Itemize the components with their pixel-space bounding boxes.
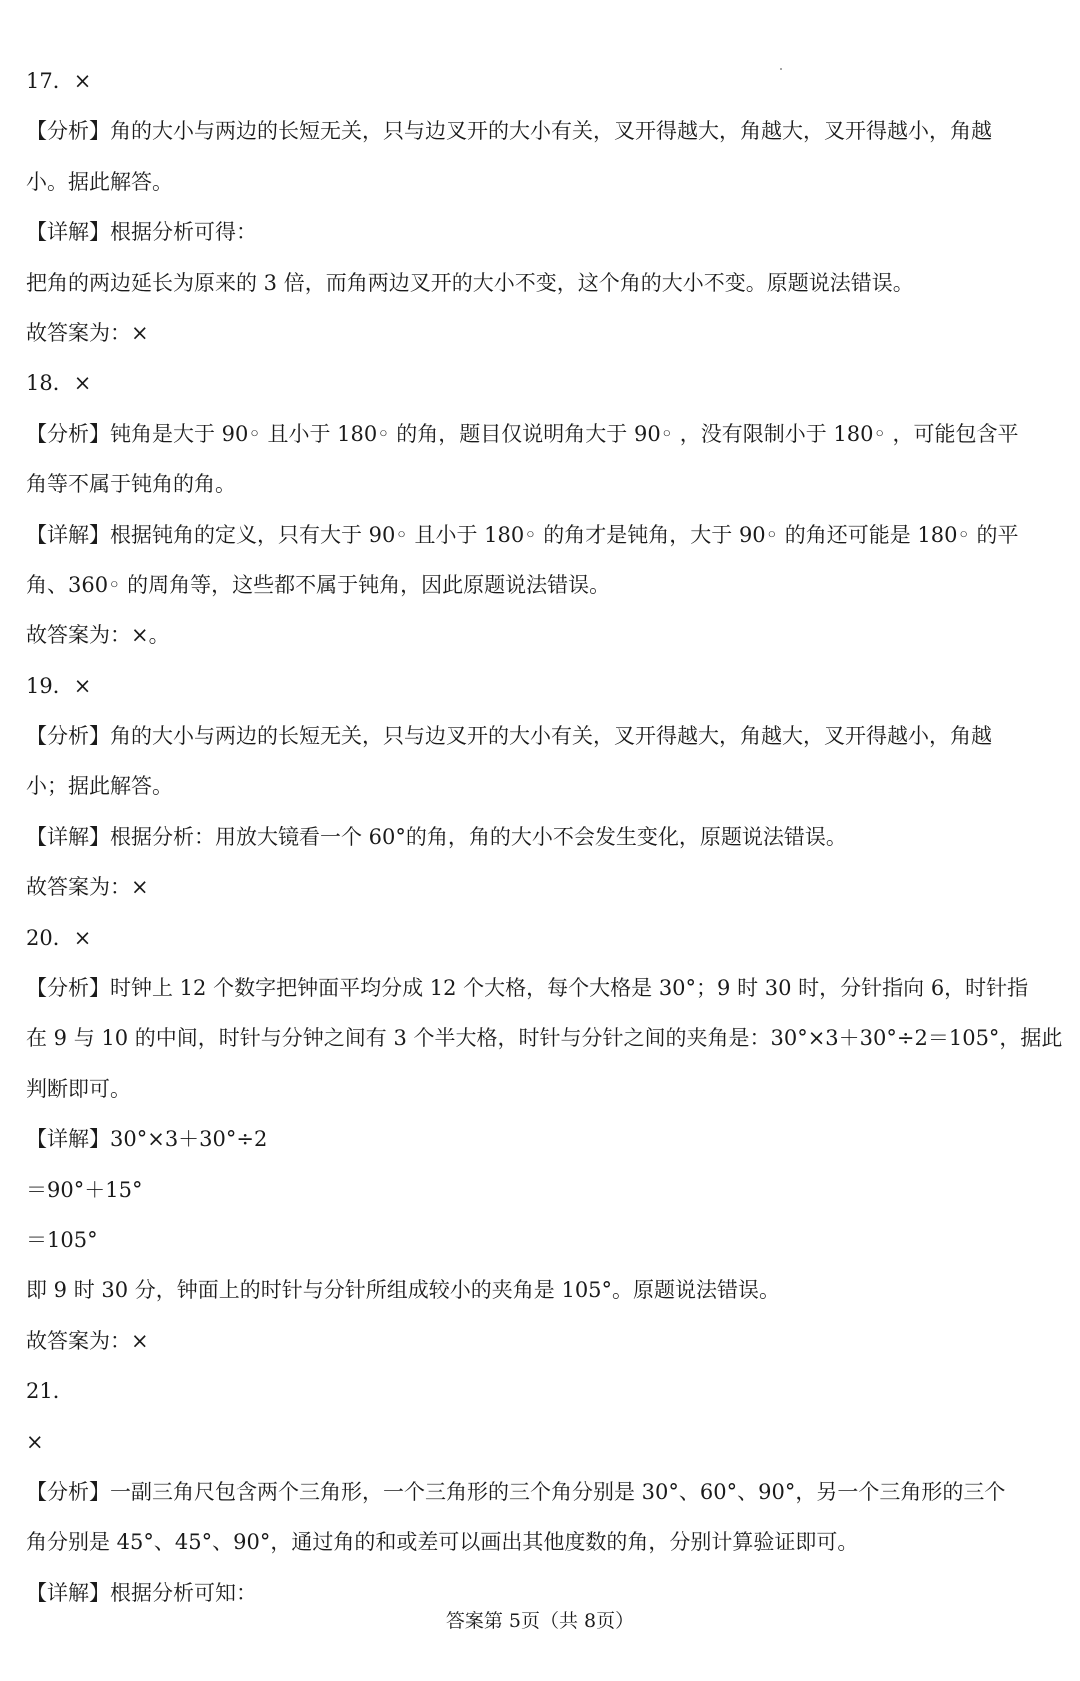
text-line: ＝105° [26, 1227, 98, 1252]
text-line: 【详解】根据分析：用放大镜看一个 60°的角，角的大小不会发生变化，原题说法错误。 [26, 824, 847, 849]
page-footer: 答案第 5页（共 8页） [445, 1610, 635, 1632]
text-line: 【详解】根据钝角的定义，只有大于 90◦ 且小于 180◦ 的角才是钝角，大于 90◦ 的角还可能是 180◦ 的平 [26, 522, 1019, 547]
text-line: 故答案为：× [26, 320, 149, 345]
text-line: 小；据此解答。 [26, 774, 173, 799]
text-line: 【分析】钝角是大于 90◦ 且小于 180◦ 的角，题目仅说明角大于 90◦ ，没有限制小于 180◦ ，可能包含平 [26, 421, 1019, 446]
text-line: 21． [26, 1379, 74, 1404]
text-line: 17．× [26, 69, 92, 93]
text-line: 20．× [26, 925, 92, 950]
text-line: 【详解】根据分析可知： [26, 1580, 257, 1605]
text-line: 【分析】角的大小与两边的长短无关，只与边叉开的大小有关，叉开得越大，角越大，叉开得越小，角越 [26, 119, 992, 144]
text-line: 判断即可。 [26, 1076, 131, 1101]
text-line: 【详解】根据分析可得： [26, 220, 257, 245]
text-line: ＝90°＋15° [26, 1177, 143, 1202]
text-line: 【详解】30°×3＋30°÷2 [26, 1127, 268, 1152]
text-line: 在 9 与 10 的中间，时针与分钟之间有 3 个半大格，时针与分针之间的夹角是：30°×3＋30°÷2＝105°，据此 [26, 1026, 1062, 1051]
answer-content [26, 56, 1062, 1618]
text-line: 角分别是 45°、45°、90°，通过角的和或差可以画出其他度数的角，分别计算验证即可。 [26, 1530, 859, 1555]
text-line: 18．× [26, 371, 92, 396]
text-line: 【分析】角的大小与两边的长短无关，只与边叉开的大小有关，叉开得越大，角越大，叉开得越小，角越 [26, 724, 992, 749]
text-line: 故答案为：× [26, 875, 149, 900]
text-line: 即 9 时 30 分，钟面上的时针与分针所组成较小的夹角是 105°。原题说法错误。 [26, 1278, 781, 1303]
text-line: × [26, 1429, 44, 1454]
text-line: 故答案为：× [26, 1328, 149, 1353]
text-line: 角、360◦ 的周角等，这些都不属于钝角，因此原题说法错误。 [26, 572, 611, 597]
text-line: 角等不属于钝角的角。 [26, 472, 236, 497]
text-line: 小。据此解答。 [26, 169, 173, 194]
text-line: 故答案为：×。 [26, 623, 170, 648]
text-line: 19．× [26, 673, 92, 698]
text-line: 【分析】一副三角尺包含两个三角形，一个三角形的三个角分别是 30°、60°、90°，另一个三角形的三个 [26, 1479, 1006, 1504]
text-line: 把角的两边延长为原来的 3 倍，而角两边叉开的大小不变，这个角的大小不变。原题说法错误。 [26, 270, 914, 295]
text-line: 【分析】时钟上 12 个数字把钟面平均分成 12 个大格，每个大格是 30°；9 时 30 时，分针指向 6，时针指 [26, 976, 1029, 1001]
